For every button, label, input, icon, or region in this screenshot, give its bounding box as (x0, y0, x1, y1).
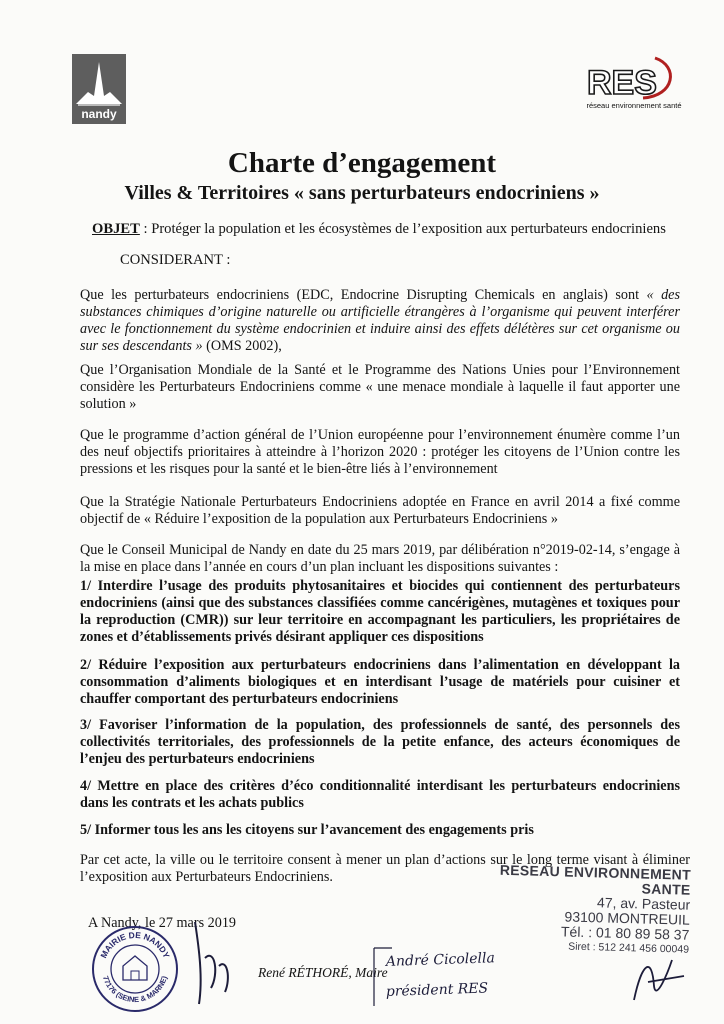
handwritten-line-1: André Cicolella (385, 950, 496, 970)
res-logo-subtitle: réseau environnement santé (586, 101, 682, 110)
considerant-heading: CONSIDERANT : (120, 252, 231, 268)
stamp-line: Siret : 512 241 456 00049 (568, 940, 690, 956)
p1-text-a: Que les perturbateurs endocriniens (EDC, Endocrine Disrupting Chemicals en anglais) sont (80, 287, 647, 303)
engagement-item: 4/ Mettre en place des critères d’éco conditionnalité interdisant les perturbateurs endocriniens dans les contrats et les achats publics (80, 778, 680, 811)
mairie-seal (90, 924, 180, 1014)
page-title: Charte d’engagement (227, 147, 497, 179)
objet-line (92, 220, 682, 239)
paragraph-ue-programme: Que le programme d’action général de l’Union européenne pour l’environnement énumère comme l’un des neuf objectifs prioritaires à atteindre à l’horizon 2020 : protéger les citoyens de l’Union contre les pressions et les risques pour la santé et le bien-être liés à l’environnement (80, 427, 680, 477)
svg-text:77176 (SEINE & MARNE) (101, 974, 169, 1004)
p1-text-c: (OMS 2002), (202, 338, 282, 354)
stamp-line: RESEAU ENVIRONNEMENT SANTE (499, 861, 692, 898)
objet-text: : Protéger la population et les écosystèmes de l’exposition aux perturbateurs endocriniens (139, 221, 666, 237)
paragraph-edc-definition (80, 287, 680, 355)
stamp-line: 47, av. Pasteur (596, 894, 691, 913)
paragraph-oms: Que l’Organisation Mondiale de la Santé et le Programme des Nations Unies pour l’Environnement considère les Perturbateurs Endocriniens comme « une menace mondiale à laquelle il faut apporter une solution » (80, 362, 680, 412)
closing-paragraph: Par cet acte, la ville ou le territoire consent à mener un plan d’actions sur le long terme visant à éliminer l’exposition aux Perturbateurs Endocriniens. (80, 852, 690, 885)
paragraph-conseil-municipal: Que le Conseil Municipal de Nandy en date du 25 mars 2019, par délibération n°2019-02-14, s’engage à la mise en place dans l’année en cours d’un plan incluant les dispositions suivantes : (80, 542, 680, 575)
paragraph-strategie-nationale: Que la Stratégie Nationale Perturbateurs Endocriniens adoptée en France en avril 2014 a fixé comme objectif de « Réduire l’exposition de la population aux Perturbateurs Endocriniens » (80, 494, 680, 527)
stamp-line: Tél. : 01 80 89 58 37 (560, 923, 690, 943)
mayor-name: René RÉTHORÉ (258, 965, 349, 980)
nandy-logo-text: nandy (81, 107, 117, 121)
mayor-signature-line (258, 964, 388, 982)
engagement-item: 1/ Interdire l’usage des produits phytosanitaires et biocides qui contiennent des perturbateurs endocriniens (ainsi que des substances classifiées comme cancérigènes, mutagènes et toxiques pour la reproduction (CMR)) sur leur territoire en accompagnant les particuliers, les propriétaires de zones et d’établissements privés désirant appliquer ces dispositions (80, 578, 680, 645)
objet-label: OBJET (92, 221, 140, 237)
p1-quote: « des substances chimiques d’origine naturelle ou artificielle étrangères à l’organisme qui peuvent interférer avec le fonctionnement du système endocrinien et induire ainsi des effets délétères sur cet organisme ou sur ses descendants » (80, 287, 680, 354)
mayor-signature (175, 918, 265, 1008)
handwritten-line-2: président RES (385, 980, 489, 1000)
engagement-item: 3/ Favoriser l’information de la population, des professionnels de santé, des personnels des collectivités territoriales, des professionnels de la petite enfance, des acteurs économiques de l’enjeu des perturbateurs endocriniens (80, 717, 680, 767)
seal-top-text: MAIRIE DE NANDY (98, 929, 172, 960)
res-logo-text: RES (587, 64, 657, 102)
mayor-title: , Maire (348, 965, 388, 980)
nandy-logo (72, 54, 126, 124)
stamp-line: 93100 MONTREUIL (564, 908, 690, 928)
seal-bottom-text: 77176 (SEINE & MARNE) (100, 974, 170, 1005)
engagement-item: 5/ Informer tous les ans les citoyens sur l’avancement des engagements pris (80, 822, 534, 838)
page-subtitle: Villes & Territoires « sans perturbateurs endocriniens » (124, 182, 600, 204)
res-president-signature (372, 942, 692, 1008)
place-date: A Nandy, le 27 mars 2019 (88, 915, 237, 931)
engagement-item: 2/ Réduire l’exposition aux perturbateurs endocriniens dans l’alimentation en développant la consommation d’aliments biologiques et en interdisant l’usage de matériels pour cuisiner et chauffer comportant des perturbateurs endocriniens (80, 657, 680, 707)
